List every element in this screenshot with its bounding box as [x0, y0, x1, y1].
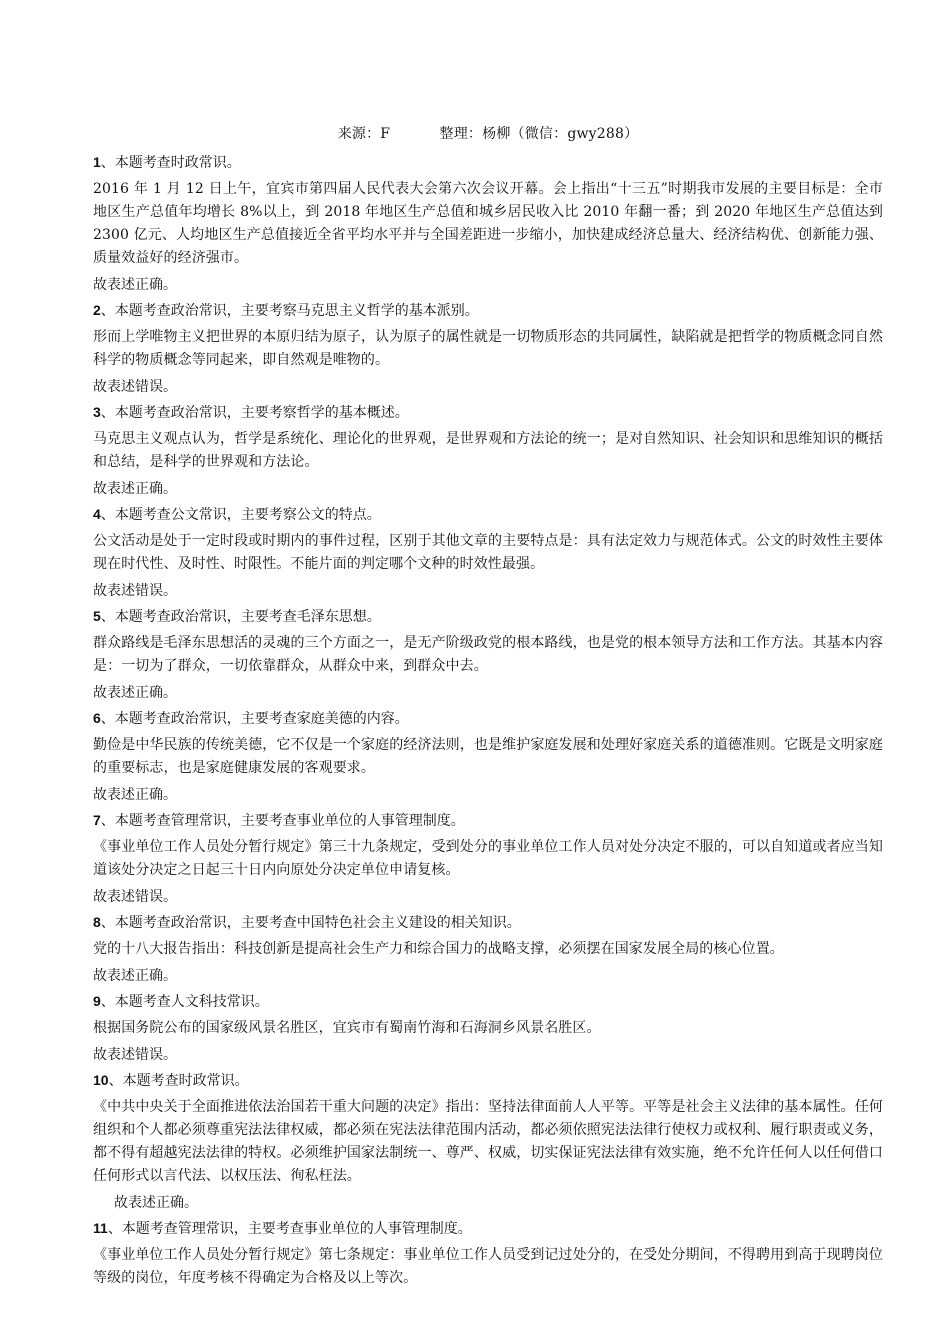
question-explanation: 勤俭是中华民族的传统美德，它不仅是一个家庭的经济法则，也是维护家庭发展和处理好家庭关系的道德准则。它既是文明家庭的重要标志，也是家庭健康发展的客观要求。	[93, 737, 883, 776]
question-title: 4、本题考查公文常识，主要考察公文的特点。	[93, 506, 381, 523]
question-conclusion: 故表述正确。	[93, 481, 177, 497]
question-explanation: 马克思主义观点认为，哲学是系统化、理论化的世界观，是世界观和方法论的统一；是对自然知识、社会知识和思维知识的概括和总结，是科学的世界观和方法论。	[93, 431, 883, 470]
question-item-10	[93, 1070, 883, 1213]
question-title: 7、本题考查管理常识，主要考查事业单位的人事管理制度。	[93, 812, 465, 829]
question-number: 4	[93, 506, 101, 522]
question-conclusion: 故表述错误。	[93, 583, 177, 599]
question-conclusion: 故表述正确。	[93, 787, 177, 803]
question-item-8	[93, 912, 883, 986]
question-number: 1	[93, 154, 101, 170]
editor-label: 整理：杨柳（微信：gwy288）	[439, 126, 639, 142]
question-number: 10	[93, 1072, 109, 1088]
question-conclusion: 故表述正确。	[93, 277, 177, 293]
question-item-1	[93, 152, 883, 295]
question-explanation: 《中共中央关于全面推进依法治国若干重大问题的决定》指出：坚持法律面前人人平等。平等是社会主义法律的基本属性。任何组织和个人都必须尊重宪法法律权威，都必须在宪法法律范围内活动，都必须依照宪法法律行使权力或权利、履行职责或义务，都不得有超越宪法法律的特权。必须维护国家法制统一、尊严、权威，切实保证宪法法律有效实施，绝不允许任何人以任何借口任何形式以言代法、以权压法、徇私枉法。	[93, 1099, 883, 1184]
question-number: 2	[93, 302, 101, 318]
document-page	[93, 124, 883, 1295]
question-number: 11	[93, 1220, 108, 1236]
question-title: 8、本题考查政治常识，主要考查中国特色社会主义建设的相关知识。	[93, 914, 521, 931]
question-title: 10、本题考查时政常识。	[93, 1072, 249, 1089]
question-item-9	[93, 991, 883, 1065]
question-item-4	[93, 504, 883, 601]
question-item-5	[93, 606, 883, 703]
question-explanation: 《事业单位工作人员处分暂行规定》第七条规定：事业单位工作人员受到记过处分的，在受处分期间，不得聘用到高于现聘岗位等级的岗位，年度考核不得确定为合格及以上等次。	[93, 1247, 883, 1286]
question-explanation: 2016 年 1 月 12 日上午，宜宾市第四届人民代表大会第六次会议开幕。会上指出“十三五”时期我市发展的主要目标是：全市地区生产总值年均增长 8%以上，到 2018 年地区生产总值和城乡居民收入比 2010 年翻一番；到 2020 年地区生产总值达到 2300 亿元、人均地区生产总值接近全省平均水平并与全国差距进一步缩小，加快建成经济总量大、经济结构优、创新能力强、质量效益好的经济强市。	[93, 181, 883, 266]
question-conclusion: 故表述正确。	[93, 968, 177, 984]
question-title: 3、本题考查政治常识，主要考察哲学的基本概述。	[93, 404, 409, 421]
question-number: 9	[93, 993, 101, 1009]
question-item-2	[93, 300, 883, 397]
question-item-11	[93, 1218, 883, 1290]
question-explanation: 公文活动是处于一定时段或时期内的事件过程，区别于其他文章的主要特点是：具有法定效力与规范体式。公文的时效性主要体现在时代性、及时性、时限性。不能片面的判定哪个文种的时效性最强。	[93, 533, 883, 572]
question-explanation: 《事业单位工作人员处分暂行规定》第三十九条规定，受到处分的事业单位工作人员对处分决定不服的，可以自知道或者应当知道该处分决定之日起三十日内向原处分决定单位申请复核。	[93, 839, 883, 878]
question-title: 11、本题考查管理常识，主要考查事业单位的人事管理制度。	[93, 1220, 472, 1237]
question-explanation: 党的十八大报告指出：科技创新是提高社会生产力和综合国力的战略支撑，必须摆在国家发展全局的核心位置。	[93, 941, 784, 957]
question-item-6	[93, 708, 883, 805]
question-number: 8	[93, 914, 101, 930]
question-explanation: 根据国务院公布的国家级风景名胜区，宜宾市有蜀南竹海和石海洞乡风景名胜区。	[93, 1020, 601, 1036]
question-title: 1、本题考查时政常识。	[93, 154, 241, 171]
question-conclusion: 故表述正确。	[114, 1195, 198, 1211]
question-explanation: 群众路线是毛泽东思想活的灵魂的三个方面之一，是无产阶级政党的根本路线，也是党的根本领导方法和工作方法。其基本内容是：一切为了群众，一切依靠群众，从群众中来，到群众中去。	[93, 635, 883, 674]
question-title: 2、本题考查政治常识，主要考察马克思主义哲学的基本派别。	[93, 302, 479, 319]
question-number: 3	[93, 404, 101, 420]
document-header	[93, 124, 883, 144]
question-number: 7	[93, 812, 101, 828]
question-explanation: 形而上学唯物主义把世界的本原归结为原子，认为原子的属性就是一切物质形态的共同属性，缺陷就是把哲学的物质概念同自然科学的物质概念等同起来，即自然观是唯物的。	[93, 329, 883, 368]
source-label: 来源：F	[337, 126, 391, 142]
question-conclusion: 故表述正确。	[93, 685, 177, 701]
question-title: 5、本题考查政治常识，主要考查毛泽东思想。	[93, 608, 381, 625]
question-number: 6	[93, 710, 101, 726]
question-number: 5	[93, 608, 101, 624]
question-title: 9、本题考查人文科技常识。	[93, 993, 269, 1010]
question-item-7	[93, 810, 883, 907]
question-conclusion: 故表述错误。	[93, 889, 177, 905]
question-item-3	[93, 402, 883, 499]
question-conclusion: 故表述错误。	[93, 379, 177, 395]
question-title: 6、本题考查政治常识，主要考查家庭美德的内容。	[93, 710, 409, 727]
question-conclusion: 故表述错误。	[93, 1047, 177, 1063]
